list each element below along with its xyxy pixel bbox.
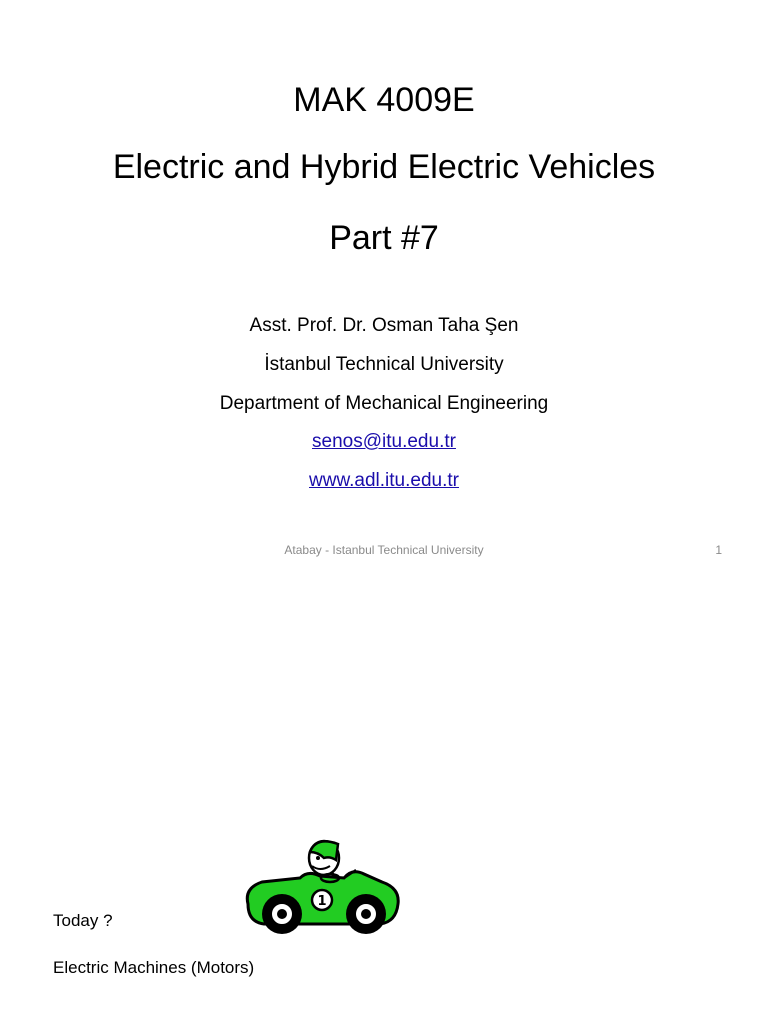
instructor-name: Asst. Prof. Dr. Osman Taha Şen <box>249 315 519 336</box>
footer-text: Atabay - Istanbul Technical University <box>284 543 484 557</box>
university-name: İstanbul Technical University <box>264 354 504 375</box>
topic-text: Electric Machines (Motors) <box>53 958 255 977</box>
car-number: 1 <box>317 894 327 909</box>
content-slide <box>0 580 768 1024</box>
page-number: 1 <box>715 543 722 557</box>
department-name: Department of Mechanical Engineering <box>219 393 549 414</box>
course-code: MAK 4009E <box>293 81 475 119</box>
course-title: Electric and Hybrid Electric Vehicles <box>112 148 656 186</box>
race-car-icon <box>240 838 404 938</box>
part-number: Part #7 <box>329 219 439 257</box>
front-wheel-icon <box>262 894 302 934</box>
website-line <box>0 469 768 493</box>
today-question: Today ? <box>53 911 113 930</box>
email-link[interactable]: senos@itu.edu.tr <box>312 431 456 452</box>
email-line <box>0 430 768 454</box>
website-link[interactable]: www.adl.itu.edu.tr <box>309 470 459 491</box>
rear-wheel-icon <box>346 894 386 934</box>
